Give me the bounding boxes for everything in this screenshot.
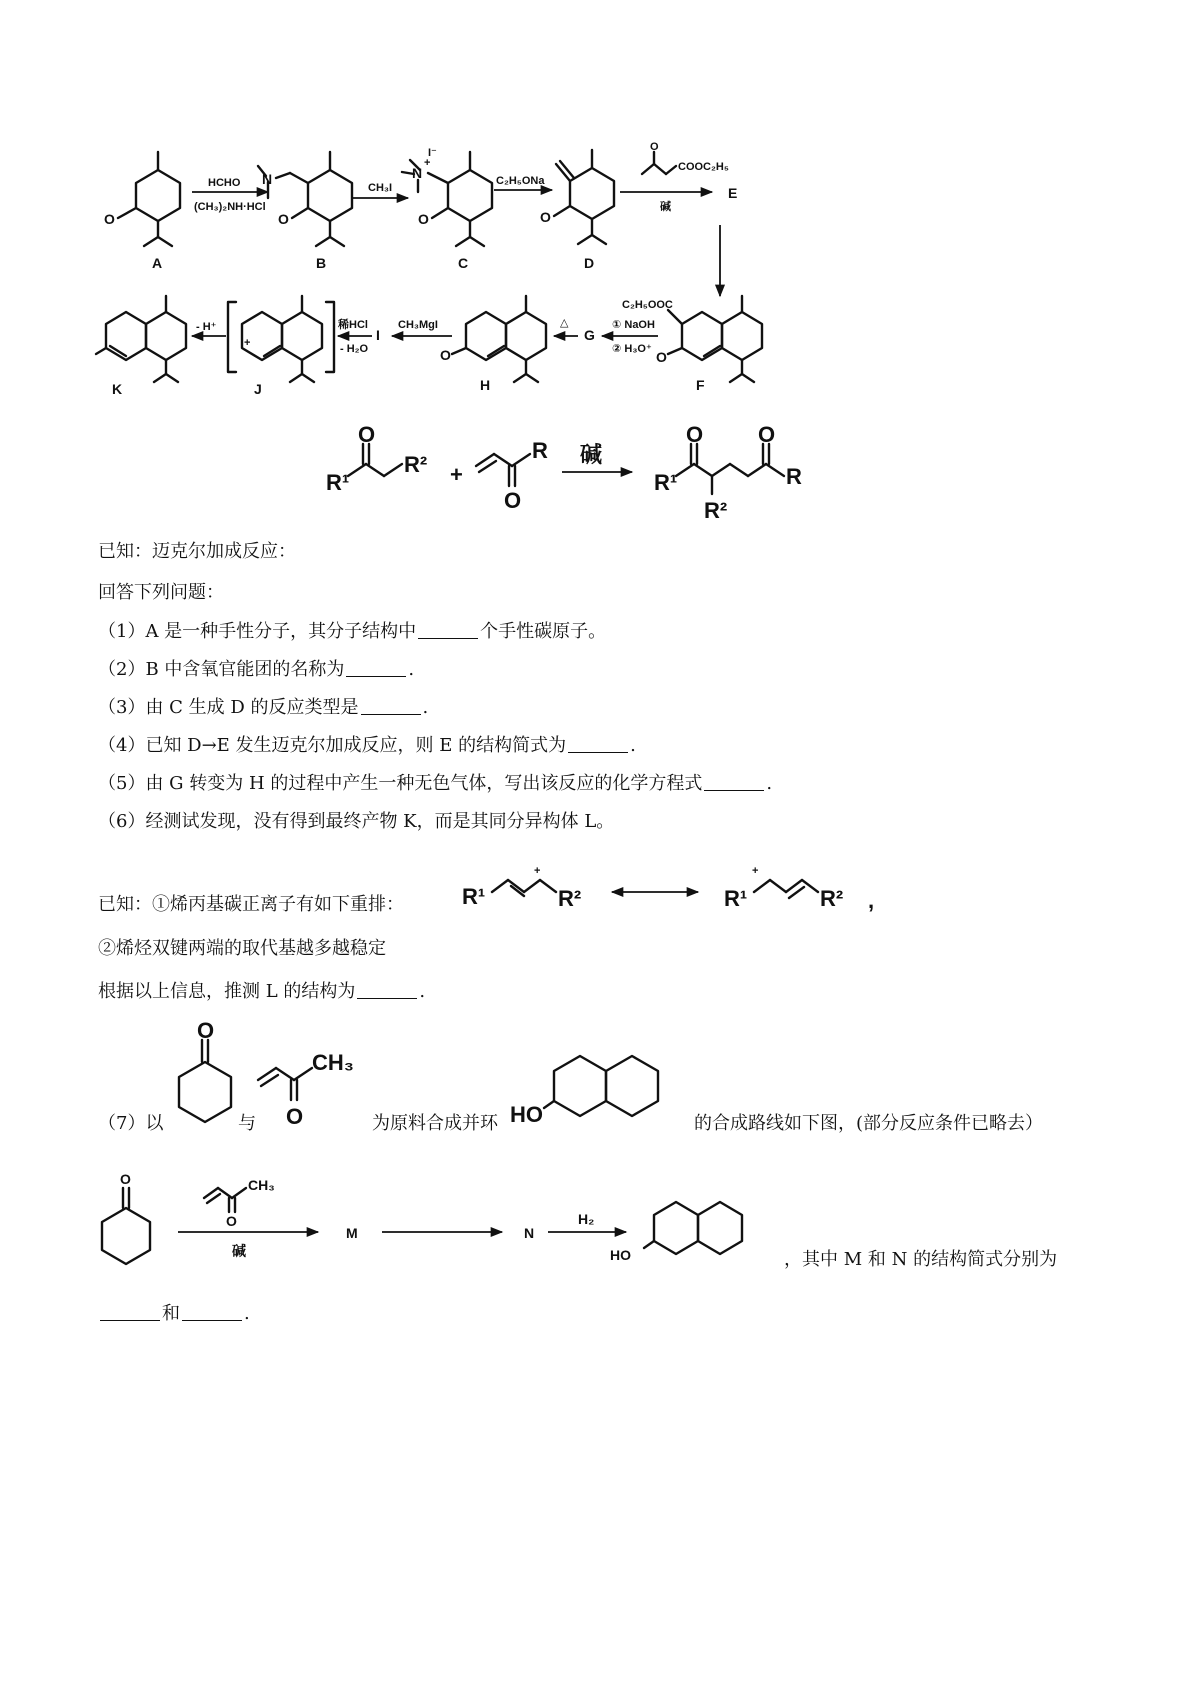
- svg-text:C₂H₅ONa: C₂H₅ONa: [496, 175, 545, 187]
- svg-text:碱: 碱: [232, 1243, 246, 1259]
- question-7-b: 与: [238, 1113, 256, 1134]
- arrow-j-k: [192, 321, 226, 336]
- answer-blank-n[interactable]: [182, 1302, 242, 1321]
- route-arrow-3: [548, 1211, 626, 1232]
- label-e: E: [728, 185, 738, 201]
- svg-text:N: N: [412, 165, 423, 181]
- arrow-h-i: [392, 319, 452, 336]
- svg-text:+: +: [534, 865, 541, 877]
- label-i: I: [376, 327, 380, 343]
- decalinol-structure: [510, 1036, 700, 1156]
- svg-text:C₂H₅OOC: C₂H₅OOC: [622, 299, 673, 311]
- question-3: （3）由 C 生成 D 的反应类型是 .: [98, 697, 429, 718]
- answer-prompt: 回答下列问题：: [98, 582, 224, 603]
- cyclohexanone-structure: [165, 1018, 245, 1142]
- svg-text:O: O: [686, 422, 704, 447]
- question-1: （1）A 是一种手性分子，其分子结构中 个手性碳原子。: [98, 621, 607, 642]
- question-7-d: 的合成路线如下图，(部分反应条件已略去）: [694, 1113, 1044, 1134]
- svg-text:- H₂O: - H₂O: [340, 343, 369, 355]
- arrow-i-j: [337, 317, 372, 355]
- svg-text:HO: HO: [510, 1102, 543, 1127]
- label-g: G: [584, 327, 595, 343]
- svg-text:COOC₂H₅: COOC₂H₅: [678, 161, 729, 173]
- svg-text:O: O: [758, 422, 776, 447]
- butenone-structure: [252, 1040, 392, 1140]
- svg-text:① NaOH: ① NaOH: [612, 319, 655, 331]
- svg-text:O: O: [650, 141, 659, 153]
- molecule-h: [440, 296, 546, 393]
- allyl-rearrangement: [462, 862, 892, 922]
- svg-text:碱: 碱: [660, 201, 671, 213]
- arrow-f-g: [602, 319, 658, 355]
- arrow-d-e: [620, 141, 737, 213]
- infer-l: 根据以上信息，推测 L 的结构为 .: [98, 981, 426, 1002]
- svg-text:O: O: [278, 211, 289, 227]
- answer-blank-m[interactable]: [100, 1302, 160, 1321]
- svg-text:O: O: [197, 1018, 215, 1043]
- route-decalinol: [610, 1202, 742, 1263]
- svg-text:R²: R²: [558, 886, 582, 911]
- label-b: B: [316, 255, 327, 271]
- molecule-c: [402, 147, 492, 271]
- svg-text:+: +: [424, 157, 431, 169]
- arrow-b-c: [352, 182, 408, 198]
- question-4: （4）已知 D→E 发生迈克尔加成反应，则 E 的结构简式为 .: [98, 735, 636, 756]
- molecule-a: [104, 152, 180, 271]
- svg-text:② H₃O⁺: ② H₃O⁺: [612, 343, 652, 355]
- question-7-c: 为原料合成并环: [372, 1113, 498, 1134]
- svg-text:N: N: [262, 171, 273, 187]
- route-m: M: [346, 1225, 358, 1241]
- svg-text:R²: R²: [820, 886, 844, 911]
- svg-text:+: +: [450, 462, 463, 487]
- svg-text:R: R: [532, 438, 548, 463]
- reaction-scheme-row1: [0, 140, 1200, 271]
- svg-text:O: O: [226, 1213, 237, 1229]
- svg-text:O: O: [540, 209, 551, 225]
- question-5: （5）由 G 转变为 H 的过程中产生一种无色气体，写出该反应的化学方程式 .: [98, 773, 773, 794]
- known-2: ②烯烃双键两端的取代基越多越稳定: [98, 938, 386, 959]
- svg-text:O: O: [440, 347, 451, 363]
- svg-text:O: O: [358, 422, 376, 447]
- svg-text:H₂: H₂: [578, 1211, 595, 1227]
- label-c: C: [458, 255, 469, 271]
- route-n: N: [524, 1225, 535, 1241]
- michael-addition-scheme: [326, 422, 886, 552]
- svg-text:+: +: [752, 865, 759, 877]
- answer-blank-2[interactable]: [346, 658, 406, 677]
- arrow-a-b: [192, 177, 268, 213]
- molecule-b: [258, 152, 352, 271]
- svg-text:R²: R²: [704, 498, 728, 523]
- svg-text:HO: HO: [610, 1247, 631, 1263]
- question-7-a: （7）以: [98, 1113, 164, 1134]
- svg-text:+: +: [244, 337, 251, 349]
- svg-text:R¹: R¹: [462, 884, 486, 909]
- svg-text:△: △: [560, 317, 569, 329]
- svg-text:CH₃: CH₃: [312, 1050, 354, 1075]
- route-arrow-1: [178, 1177, 318, 1259]
- label-f: F: [696, 377, 705, 393]
- known-michael: 已知：迈克尔加成反应：: [98, 541, 296, 562]
- label-j: J: [254, 381, 262, 397]
- svg-text:,: ,: [868, 888, 875, 913]
- molecule-j: [228, 296, 334, 397]
- molecule-d: [540, 150, 614, 271]
- svg-text:R: R: [786, 464, 802, 489]
- svg-text:R¹: R¹: [326, 470, 350, 495]
- route-cyclohexanone: [102, 1171, 150, 1264]
- svg-text:CH₃I: CH₃I: [368, 182, 393, 194]
- svg-text:O: O: [504, 488, 522, 513]
- svg-text:(CH₃)₂NH·HCl: (CH₃)₂NH·HCl: [194, 201, 266, 213]
- svg-text:CH₃MgI: CH₃MgI: [398, 319, 438, 331]
- molecule-k: [96, 296, 186, 397]
- arrow-c-d: [494, 175, 552, 190]
- known-allyl: 已知：①烯丙基碳正离子有如下重排：: [98, 894, 404, 915]
- answer-blank-6[interactable]: [357, 980, 417, 999]
- svg-text:R¹: R¹: [724, 886, 748, 911]
- svg-text:CH₃: CH₃: [248, 1177, 275, 1193]
- svg-text:O: O: [104, 211, 115, 227]
- route-tail: ，其中 M 和 N 的结构简式分别为: [784, 1249, 1058, 1270]
- question-2: （2）B 中含氧官能团的名称为 .: [98, 659, 415, 680]
- answer-blank-1[interactable]: [418, 620, 478, 639]
- svg-text:R²: R²: [404, 452, 428, 477]
- svg-text:O: O: [656, 349, 667, 365]
- svg-text:O: O: [286, 1104, 304, 1129]
- svg-text:I⁻: I⁻: [428, 147, 437, 159]
- answer-blank-3[interactable]: [361, 696, 421, 715]
- svg-text:- H⁺: - H⁺: [196, 321, 217, 333]
- svg-text:碱: 碱: [580, 442, 603, 467]
- synthesis-route: [96, 1162, 796, 1302]
- svg-text:HCHO: HCHO: [208, 177, 241, 189]
- label-h: H: [480, 377, 491, 393]
- svg-text:R¹: R¹: [654, 470, 678, 495]
- svg-text:O: O: [418, 211, 429, 227]
- question-6: （6）经测试发现，没有得到最终产物 K，而是其同分异构体 L。: [98, 811, 615, 832]
- final-answer-line: 和 .: [98, 1302, 250, 1326]
- label-k: K: [112, 381, 123, 397]
- svg-text:O: O: [120, 1171, 131, 1187]
- answer-blank-5[interactable]: [704, 772, 764, 791]
- answer-blank-4[interactable]: [568, 734, 628, 753]
- reaction-scheme-row2: [0, 290, 1200, 400]
- arrow-g-h: [554, 317, 578, 336]
- label-a: A: [152, 255, 163, 271]
- label-d: D: [584, 255, 595, 271]
- svg-text:稀HCl: 稀HCl: [338, 319, 368, 331]
